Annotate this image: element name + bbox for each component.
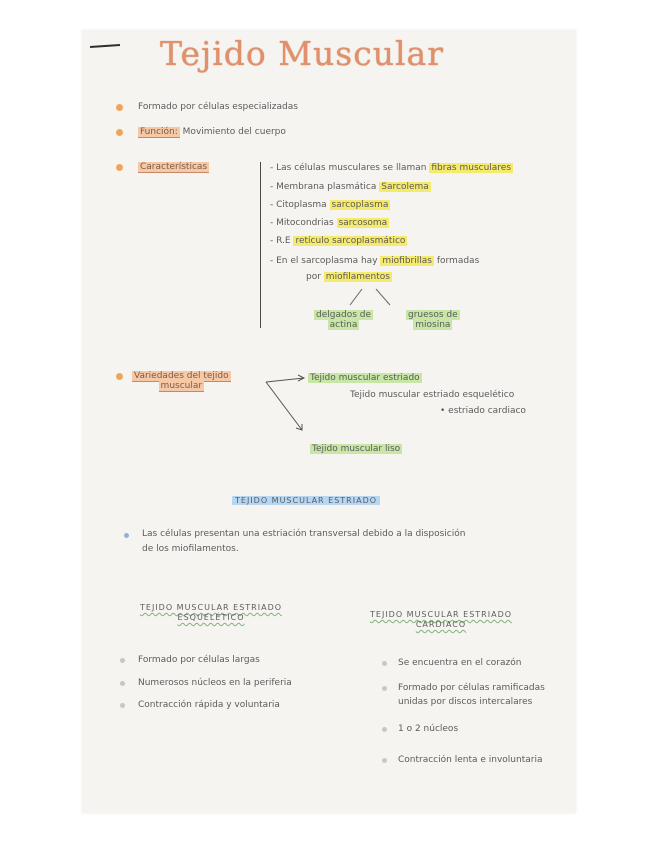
characteristic-item: - Mitocondrias sarcosoma [270,218,388,228]
varieties-label: Variedades del tejido muscular [134,371,229,391]
bullet-dot [116,129,123,136]
bullet-dot [116,164,123,171]
right-item: unidas por discos intercalares [398,697,533,707]
section-text-line1: Las células presentan una estriación transversal debido a la disposición [142,529,466,539]
left-item: Formado por células largas [138,655,260,665]
variety-smooth: Tejido muscular liso [312,444,401,454]
right-item: Se encuentra en el corazón [398,658,522,668]
filament-arrows [332,285,412,309]
bullet-line [138,162,209,172]
bullet-dot [120,658,125,663]
characteristic-item: - Membrana plasmática Sarcolema [270,182,429,192]
function-text: Movimiento del cuerpo [182,127,286,137]
right-item: 1 o 2 núcleos [398,724,459,734]
bullet-dot [120,703,125,708]
filament-thin: delgados de actina [316,310,371,330]
characteristics-label: Características [140,162,208,172]
section-title: TEJIDO MUSCULAR ESTRIADO [232,496,380,505]
bullet-dot [382,661,387,666]
bullet-text: Formado por células especializadas [138,102,298,112]
characteristic-item: - En el sarcoplasma hay miofibrillas formadas [270,256,480,266]
bracket-line [260,162,261,328]
margin-mark [90,44,120,48]
function-label: Función: [140,127,178,137]
characteristic-item: por miofilamentos [306,272,390,282]
right-item: Formado por células ramificadas [398,683,545,693]
variety-striated: Tejido muscular estriado [310,373,420,383]
bullet-dot [120,681,125,686]
right-column-heading: TEJIDO MUSCULAR ESTRIADO CARDIACO [370,610,513,629]
characteristic-item: - Citoplasma sarcoplasma [270,200,389,210]
left-item: Numerosos núcleos en la periferia [138,678,292,688]
page-title: Tejido Muscular [160,34,444,73]
bullet-dot [116,373,123,380]
bullet-dot [382,727,387,732]
characteristic-item: - R.E retículo sarcoplasmático [270,236,406,246]
left-column-heading: TEJIDO MUSCULAR ESTRIADO ESQUELÉTICO [140,603,283,622]
bullet-dot [382,686,387,691]
right-item: Contracción lenta e involuntaria [398,755,543,765]
variety-striated-cardiac: • estriado cardiaco [440,406,526,416]
varieties-arrows [262,370,312,436]
bullet-dot [116,104,123,111]
notebook-page [82,30,576,813]
bullet-dot [124,533,129,538]
left-item: Contracción rápida y voluntaria [138,700,280,710]
filament-thick: gruesos de miosina [408,310,458,330]
bullet-dot [382,758,387,763]
characteristic-item: - Las células musculares se llaman fibras musculares [270,163,512,173]
variety-striated-skeletal: Tejido muscular estriado esquelético [350,390,515,400]
section-text-line2: de los miofilamentos. [142,544,239,554]
bullet-line [138,127,286,137]
